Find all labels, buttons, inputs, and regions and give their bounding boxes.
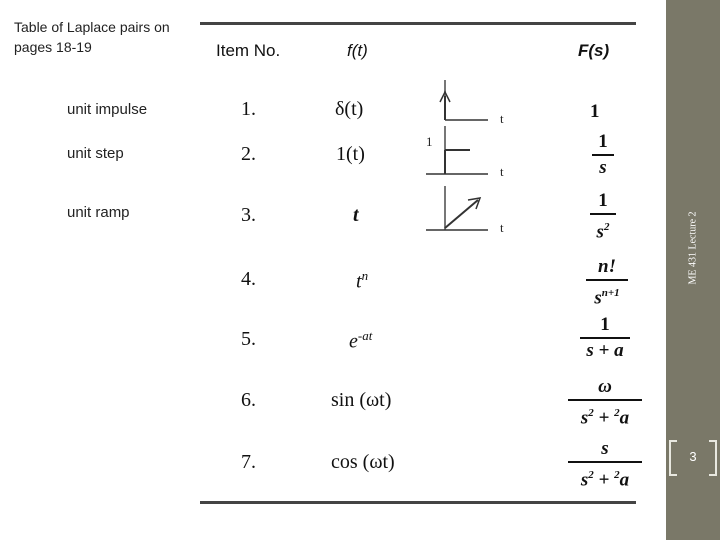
item-number: 4. bbox=[241, 268, 256, 290]
laplace-numerator: 1 bbox=[600, 314, 610, 335]
fraction-bar bbox=[590, 213, 616, 215]
laplace-denominator bbox=[597, 216, 610, 243]
item-number: 7. bbox=[241, 451, 256, 473]
header-f-t: f(t) bbox=[347, 41, 368, 60]
row-label-unit-ramp: unit ramp bbox=[67, 204, 130, 221]
fraction-bar bbox=[592, 154, 614, 156]
item-number: 5. bbox=[241, 328, 256, 350]
laplace-transform bbox=[568, 376, 642, 429]
page-number-badge bbox=[669, 440, 717, 476]
page-number: 3 bbox=[689, 449, 697, 464]
ramp-sketch bbox=[426, 186, 504, 235]
table-bottom-rule bbox=[200, 501, 636, 504]
impulse-sketch bbox=[440, 80, 504, 126]
time-function bbox=[356, 268, 368, 294]
laplace-transform bbox=[586, 256, 628, 309]
laplace-denominator: s bbox=[599, 157, 607, 178]
item-number: 6. bbox=[241, 389, 256, 411]
step-sketch bbox=[426, 126, 504, 179]
denominator-exponent: 2 bbox=[603, 221, 610, 233]
laplace-denominator: s + a bbox=[586, 340, 624, 361]
laplace-transform bbox=[568, 438, 642, 491]
header-item-no: Item No. bbox=[216, 41, 281, 60]
time-function-exponent: -at bbox=[357, 328, 373, 343]
time-function: 1(t) bbox=[336, 143, 365, 165]
laplace-transform bbox=[592, 131, 614, 179]
laplace-numerator: s bbox=[601, 438, 609, 459]
item-number: 3. bbox=[241, 204, 256, 226]
time-function: cos (ωt) bbox=[331, 451, 395, 473]
fraction-bar bbox=[586, 279, 628, 281]
laplace-transform bbox=[590, 190, 616, 243]
laplace-transform bbox=[590, 101, 600, 123]
fraction-bar bbox=[580, 337, 630, 339]
signal-sketches bbox=[420, 78, 520, 238]
step-level-label: 1 bbox=[426, 134, 433, 149]
laplace-numerator: ω bbox=[598, 376, 612, 397]
time-function-base: e bbox=[349, 330, 358, 353]
denominator-exponent: n+1 bbox=[601, 287, 620, 299]
denominator-base: s bbox=[594, 287, 602, 309]
laplace-numerator: n! bbox=[598, 256, 616, 277]
impulse-axis-label: t bbox=[500, 111, 504, 126]
laplace-numerator: 1 bbox=[590, 101, 600, 122]
laplace-transform bbox=[580, 314, 630, 362]
item-number: 2. bbox=[241, 143, 256, 165]
fraction-bar bbox=[568, 461, 642, 463]
header-F-s: F(s) bbox=[578, 41, 610, 60]
time-function: δ(t) bbox=[335, 98, 364, 120]
table-top-rule bbox=[200, 22, 636, 25]
row-label-unit-step: unit step bbox=[67, 145, 124, 162]
laplace-denominator: $s^2 + ^2a$ bbox=[580, 469, 630, 491]
lecture-title: ME 431 Lecture 2 bbox=[687, 211, 699, 285]
time-function-base: t bbox=[356, 270, 362, 293]
laplace-denominator: $s^2 + ^2a$ bbox=[580, 407, 630, 429]
step-axis-label: t bbox=[500, 164, 504, 179]
time-function: sin (ωt) bbox=[331, 389, 392, 411]
time-function bbox=[349, 328, 372, 354]
laplace-denominator bbox=[594, 282, 619, 309]
laplace-numerator: 1 bbox=[598, 190, 608, 211]
item-number: 1. bbox=[241, 98, 256, 120]
laplace-numerator: 1 bbox=[598, 131, 608, 152]
fraction-bar bbox=[568, 399, 642, 401]
page-note: Table of Laplace pairs on pages 18-19 bbox=[14, 19, 170, 55]
denominator-base: s bbox=[596, 221, 604, 243]
row-label-unit-impulse: unit impulse bbox=[67, 101, 148, 118]
time-function: t bbox=[353, 204, 359, 226]
ramp-axis-label: t bbox=[500, 220, 504, 235]
time-function-exponent: n bbox=[361, 268, 369, 283]
